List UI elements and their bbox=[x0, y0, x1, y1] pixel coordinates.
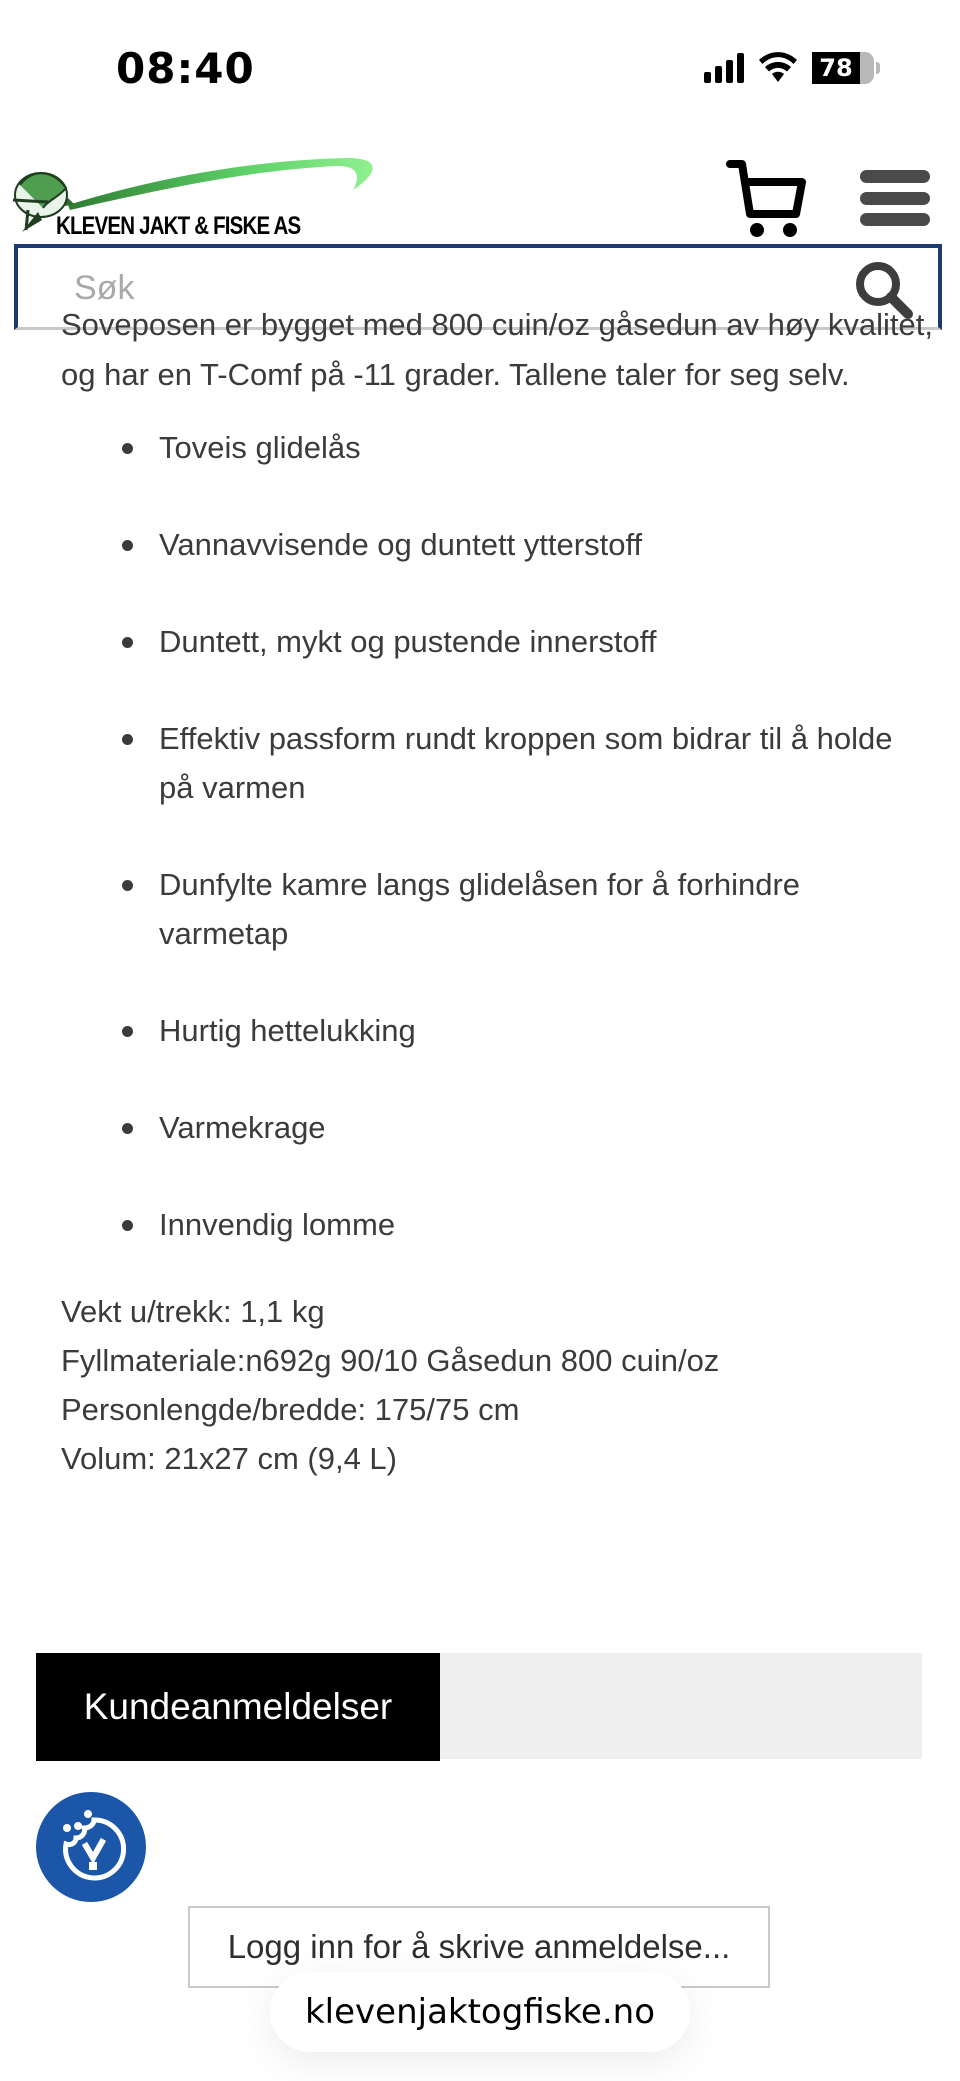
logo-text: KLEVEN JAKT & FISKE AS bbox=[56, 212, 301, 240]
cookie-consent-icon bbox=[36, 1792, 146, 1902]
feature-item: Vannavvisende og duntett ytterstoff bbox=[61, 520, 901, 569]
feature-item: Effektiv passform rundt kroppen som bidrar til å holde på varmen bbox=[61, 714, 901, 812]
cart-button[interactable] bbox=[722, 154, 812, 244]
reviews-tab-bar bbox=[36, 1653, 922, 1759]
spec-volume: Volum: 21x27 cm (9,4 L) bbox=[61, 1441, 397, 1476]
status-bar bbox=[0, 0, 960, 140]
product-description bbox=[61, 307, 933, 1483]
description-paragraph: og har en T-Comf på -11 grader. Tallene taler for seg selv. bbox=[61, 357, 850, 392]
wifi-icon bbox=[758, 52, 798, 84]
site-header bbox=[0, 140, 960, 245]
hamburger-menu-icon bbox=[860, 170, 930, 183]
cookie-consent-button[interactable] bbox=[36, 1792, 146, 1902]
login-to-review-button[interactable]: Logg inn for å skrive anmeldelse... bbox=[188, 1906, 770, 1988]
spec-weight: Vekt u/trekk: 1,1 kg bbox=[61, 1294, 325, 1329]
signal-icon bbox=[704, 53, 744, 83]
spec-fill: Fyllmateriale:n692g 90/10 Gåsedun 800 cuin/oz bbox=[61, 1343, 720, 1378]
status-time: 08:40 bbox=[116, 44, 255, 93]
partially-hidden-text: Soveposen er bygget med 800 cuin/oz gåsedun av høy kvalitet, bbox=[61, 307, 933, 342]
feature-item: Varmekrage bbox=[61, 1103, 901, 1152]
feature-item: Hurtig hettelukking bbox=[61, 1006, 901, 1055]
tab-customer-reviews[interactable]: Kundeanmeldelser bbox=[36, 1653, 440, 1761]
status-icons bbox=[704, 52, 880, 84]
feature-item: Duntett, mykt og pustende innerstoff bbox=[61, 617, 901, 666]
feature-item: Toveis glidelås bbox=[61, 423, 901, 472]
spec-list bbox=[61, 1287, 901, 1483]
hamburger-menu-button[interactable] bbox=[860, 170, 930, 226]
browser-url-bar[interactable]: klevenjaktogfiske.no bbox=[270, 1972, 690, 2052]
cart-icon bbox=[722, 154, 812, 244]
feature-item: Innvendig lomme bbox=[61, 1200, 901, 1249]
logo[interactable] bbox=[8, 150, 378, 245]
feature-item: Dunfylte kamre langs glidelåsen for å forhindre varmetap bbox=[61, 860, 901, 958]
battery-icon bbox=[812, 52, 880, 84]
feature-list bbox=[61, 423, 901, 1249]
battery-level: 78 bbox=[819, 54, 853, 82]
spec-size: Personlengde/bredde: 175/75 cm bbox=[61, 1392, 520, 1427]
